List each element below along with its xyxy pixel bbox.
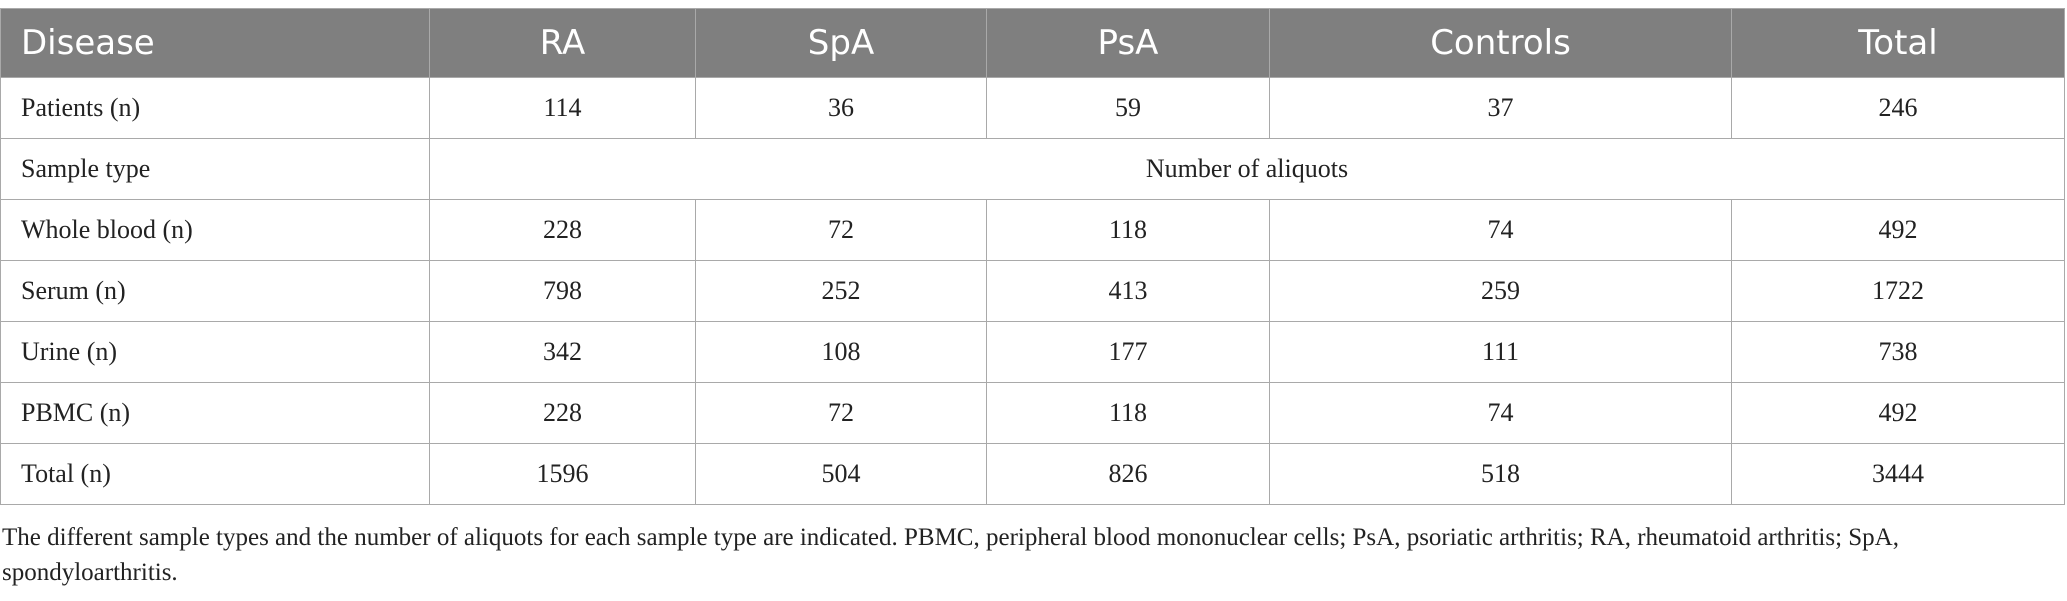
cell-controls: 74 [1270, 383, 1732, 444]
cell-controls: 111 [1270, 322, 1732, 383]
table-row-patients [1, 78, 2065, 139]
cell-total: 738 [1732, 322, 2065, 383]
cell-psa: 59 [987, 78, 1270, 139]
caption-line-2: spondyloarthritis. [2, 559, 178, 586]
cell-spa: 36 [696, 78, 987, 139]
table-row-urine [1, 322, 2065, 383]
cell-ra: 342 [430, 322, 696, 383]
cell-ra: 798 [430, 261, 696, 322]
cell-controls: 37 [1270, 78, 1732, 139]
cell-total: 246 [1732, 78, 2065, 139]
cell-controls: 259 [1270, 261, 1732, 322]
header-controls: Controls [1270, 9, 1732, 78]
cell-spa: 72 [696, 200, 987, 261]
cell-total: 3444 [1732, 444, 2065, 505]
aliquot-table [0, 8, 2065, 505]
header-ra: RA [430, 9, 696, 78]
row-label: PBMC (n) [1, 383, 430, 444]
header-disease: Disease [1, 9, 430, 78]
table-caption [2, 520, 2052, 590]
table-row-serum [1, 261, 2065, 322]
header-psa: PsA [987, 9, 1270, 78]
cell-psa: 826 [987, 444, 1270, 505]
row-label: Serum (n) [1, 261, 430, 322]
table-row-total [1, 444, 2065, 505]
caption-line-1: The different sample types and the number of aliquots for each sample type are indicated. PBMC, peripheral blood mononuclear cells; PsA, psoriatic arthritis; RA, rheumatoid arthritis; SpA, [2, 524, 1899, 551]
cell-total: 1722 [1732, 261, 2065, 322]
cell-controls: 518 [1270, 444, 1732, 505]
header-spa: SpA [696, 9, 987, 78]
cell-psa: 118 [987, 200, 1270, 261]
table-row-sample-type [1, 139, 2065, 200]
cell-psa: 413 [987, 261, 1270, 322]
table-row-whole-blood [1, 200, 2065, 261]
cell-psa: 177 [987, 322, 1270, 383]
row-label: Whole blood (n) [1, 200, 430, 261]
cell-controls: 74 [1270, 200, 1732, 261]
cell-ra: 1596 [430, 444, 696, 505]
cell-spa: 504 [696, 444, 987, 505]
cell-ra: 114 [430, 78, 696, 139]
table-header-row [1, 9, 2065, 78]
cell-total: 492 [1732, 200, 2065, 261]
header-total: Total [1732, 9, 2065, 78]
cell-total: 492 [1732, 383, 2065, 444]
row-label: Patients (n) [1, 78, 430, 139]
row-label: Urine (n) [1, 322, 430, 383]
number-of-aliquots-span: Number of aliquots [430, 139, 2065, 200]
table-wrapper [0, 8, 2067, 505]
cell-spa: 72 [696, 383, 987, 444]
cell-spa: 252 [696, 261, 987, 322]
cell-ra: 228 [430, 200, 696, 261]
cell-ra: 228 [430, 383, 696, 444]
table-row-pbmc [1, 383, 2065, 444]
cell-spa: 108 [696, 322, 987, 383]
row-label: Total (n) [1, 444, 430, 505]
row-label: Sample type [1, 139, 430, 200]
cell-psa: 118 [987, 383, 1270, 444]
